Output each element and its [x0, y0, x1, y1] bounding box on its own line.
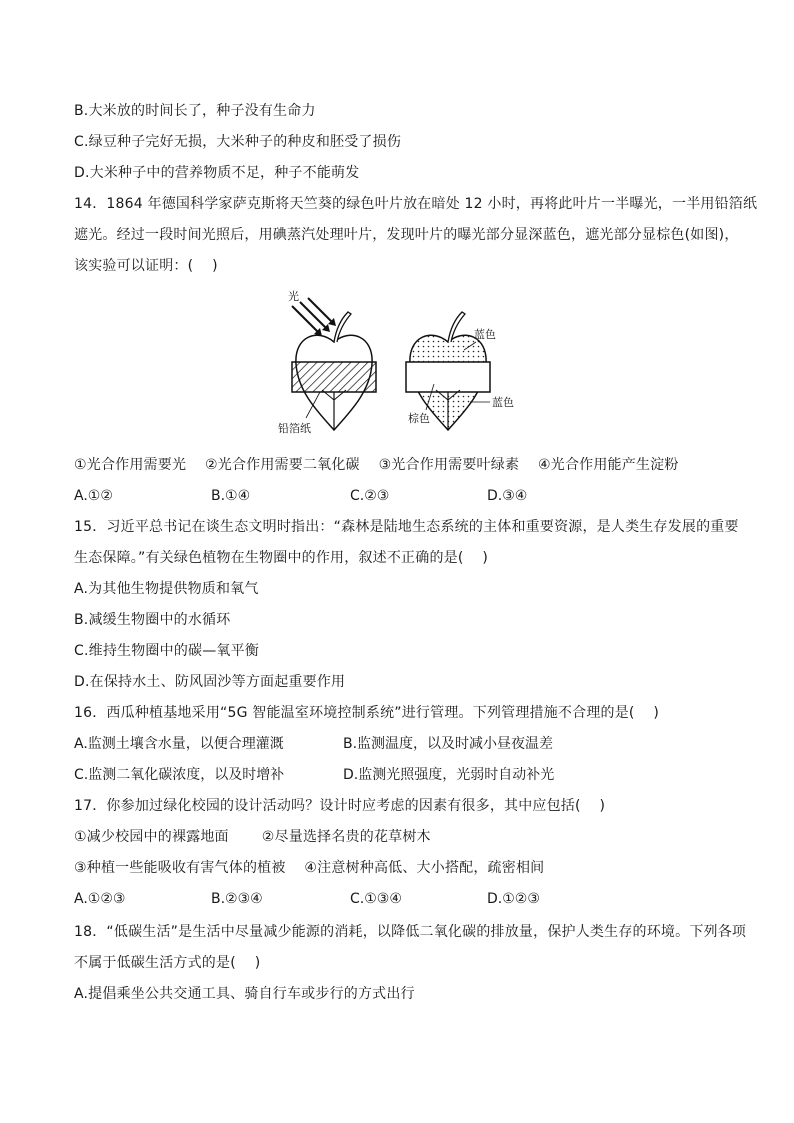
q13-option-b: B.大米放的时间长了，种子没有生命力	[74, 103, 316, 119]
q14-option-b: B.①④	[211, 488, 251, 504]
q17-option-d: D.①②③	[487, 891, 540, 907]
leaf-experiment-figure	[276, 284, 526, 442]
q16-option-c: C.监测二氧化碳浓度，以及时增补	[74, 767, 285, 783]
q14-stem-line-1: 14．1864 年德国科学家萨克斯将天竺葵的绿色叶片放在暗处 12 小时，再将此叶片一半曝光，一半用铅箔纸	[74, 196, 758, 212]
foil-label: 铅箔纸	[278, 422, 311, 435]
q15-stem-line-1: 15．习近平总书记在谈生态文明时指出：“森林是陆地生态系统的主体和重要资源，是人类生存发展的重要	[74, 519, 739, 535]
q17-option-a: A.①②③	[74, 891, 126, 907]
light-arrows	[292, 298, 336, 336]
q18-option-a: A.提倡乘坐公共交通工具、骑自行车或步行的方式出行	[74, 986, 415, 1002]
q15-option-c: C.维持生物圈中的碳—氧平衡	[74, 643, 260, 659]
q14-option-d: D.③④	[487, 488, 528, 504]
q15-stem-line-2: 生态保障。”有关绿色植物在生物圈中的作用，叙述不正确的是( )	[74, 550, 489, 566]
q17-statements-2: ③种植一些能吸收有害气体的植被 ④注意树种高低、大小搭配，疏密相间	[74, 860, 545, 876]
light-label: 光	[288, 290, 299, 303]
q16-option-d: D.监测光照强度，光弱时自动补光	[343, 767, 555, 783]
blue-top-label: 蓝色	[474, 328, 496, 341]
q17-option-c: C.①③④	[350, 891, 402, 907]
q18-stem-line-1: 18．“低碳生活”是生活中尽量减少能源的消耗，以降低二氧化碳的排放量，保护人类生存的环境。下列各项	[74, 924, 747, 940]
blue-bottom-label: 蓝色	[492, 396, 514, 409]
q15-option-d: D.在保持水土、防风固沙等方面起重要作用	[74, 674, 346, 690]
q17-option-b: B.②③④	[211, 891, 263, 907]
q17-statements-1: ①减少校园中的裸露地面 ②尽量选择名贵的花草树木	[74, 829, 431, 845]
q17-stem: 17．你参加过绿化校园的设计活动吗？设计时应考虑的因素有很多，其中应包括( )	[74, 798, 606, 814]
q14-option-a: A.①②	[74, 488, 113, 504]
q16-option-a: A.监测土壤含水量，以便合理灌溉	[74, 736, 284, 752]
q15-option-b: B.减缓生物圈中的水循环	[74, 612, 231, 628]
q13-option-c: C.绿豆种子完好无损，大米种子的种皮和胚受了损伤	[74, 134, 402, 150]
q18-stem-line-2: 不属于低碳生活方式的是( )	[74, 955, 261, 971]
q13-option-d: D.大米种子中的营养物质不足，种子不能萌发	[74, 165, 360, 181]
q14-stem-line-2: 遮光。经过一段时间光照后，用碘蒸汽处理叶片，发现叶片的曝光部分显深蓝色，遮光部分显棕色(如图)，	[74, 227, 739, 243]
q14-stem-line-3: 该实验可以证明：( )	[74, 258, 218, 274]
q14-option-c: C.②③	[350, 488, 390, 504]
q14-statements: ①光合作用需要光 ②光合作用需要二氧化碳 ③光合作用需要叶绿素 ④光合作用能产生淀粉	[74, 457, 679, 473]
brown-label: 棕色	[408, 412, 430, 425]
q16-stem: 16．西瓜种植基地采用“5G 智能温室环境控制系统”进行管理。下列管理措施不合理的是( )	[74, 705, 660, 721]
q16-option-b: B.监测温度，以及时减小昼夜温差	[343, 736, 554, 752]
left-leaf	[292, 312, 376, 430]
q15-option-a: A.为其他生物提供物质和氧气	[74, 581, 259, 597]
